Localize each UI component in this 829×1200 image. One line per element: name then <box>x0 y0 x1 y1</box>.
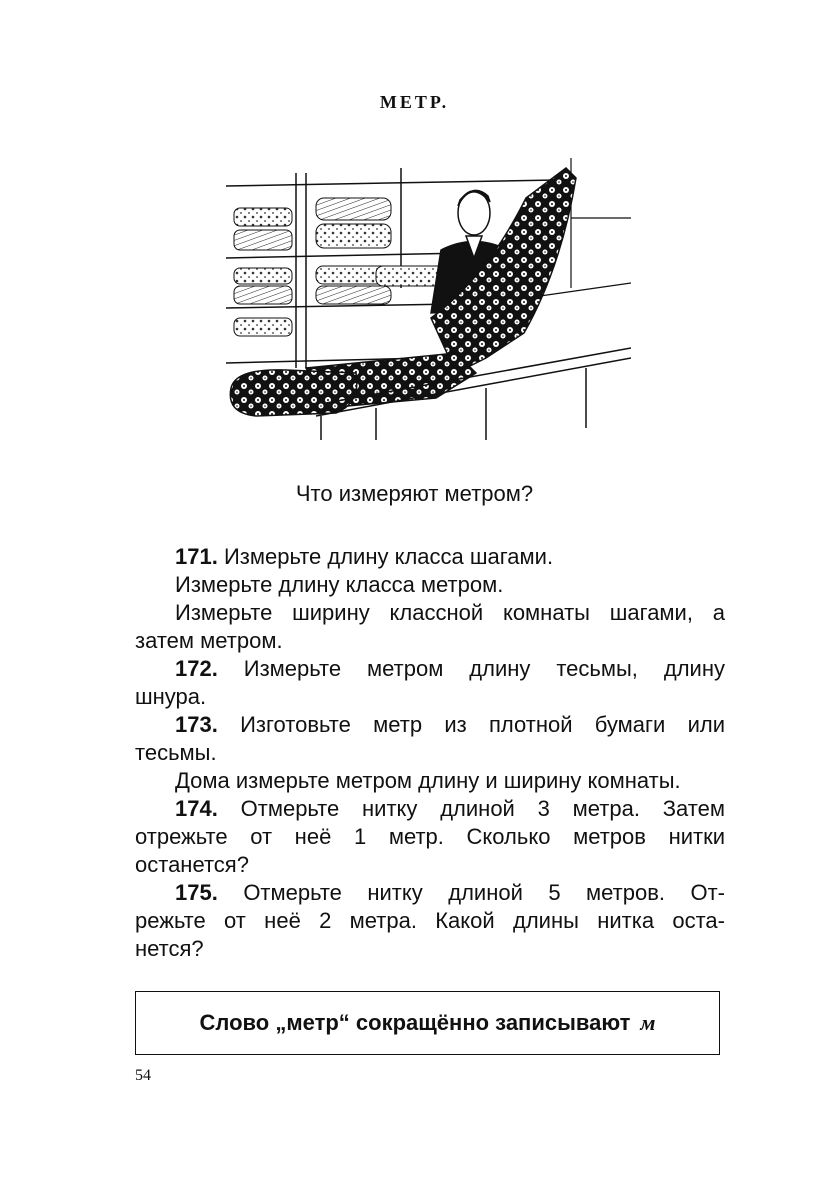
exercise-text: Отмерьте нитку длиной 5 метров. От- <box>243 880 725 905</box>
exercise-text: Отмерьте нитку длиной 3 метра. Затем <box>240 796 725 821</box>
exercise-text: Изготовьте метр из плотной бумаги или <box>240 712 725 737</box>
exercise-number: 175. <box>175 880 218 905</box>
page-number: 54 <box>135 1067 151 1084</box>
exercise-text: Измерьте длину класса шагами. <box>223 544 554 569</box>
rule-box <box>135 991 720 1055</box>
exercise-173-line2: Дома измерьте метром длину и ширину комнаты. <box>175 768 681 793</box>
page-title: МЕТР. <box>379 92 450 112</box>
rule-abbreviation: м <box>640 1010 656 1035</box>
exercise-173 <box>135 711 725 739</box>
exercise-171-line2: Измерьте длину класса метром. <box>175 572 504 597</box>
exercise-number: 173. <box>175 712 218 737</box>
exercise-number: 174. <box>175 796 218 821</box>
exercise-172 <box>135 655 725 683</box>
question-heading: Что измеряют метром? <box>295 481 534 506</box>
exercise-175-line1b: режьте от неё 2 метра. Какой длины нитка оста- <box>135 908 725 933</box>
shop-clerk-measuring-fabric-icon <box>226 158 631 440</box>
exercise-171-line3b: затем метром. <box>135 628 283 653</box>
exercise-173-line1b: тесьмы. <box>135 740 217 765</box>
exercise-172-line1b: шнура. <box>135 684 207 709</box>
exercise-175 <box>135 879 725 907</box>
exercise-174 <box>135 795 725 823</box>
exercise-171-line3a: Измерьте ширину классной комнаты шагами, а <box>175 600 725 625</box>
exercise-171 <box>135 543 725 571</box>
exercise-number: 172. <box>175 656 218 681</box>
exercise-174-line1b: отрежьте от неё 1 метр. Сколько метров нитки <box>135 824 725 849</box>
exercise-list <box>135 543 725 963</box>
exercise-175-line1c: нется? <box>135 936 204 961</box>
exercise-text: Измерьте метром длину тесьмы, длину <box>243 656 725 681</box>
exercise-number: 171. <box>175 544 218 569</box>
rule-text: Слово „метр“ сокращённо записывают <box>199 1010 631 1035</box>
exercise-174-line1c: останется? <box>135 852 249 877</box>
